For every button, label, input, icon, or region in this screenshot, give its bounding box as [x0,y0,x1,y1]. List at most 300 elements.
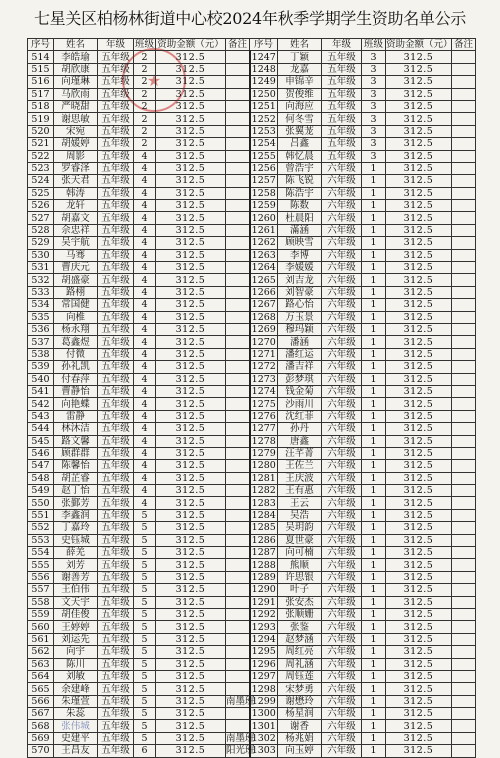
table-row [28,596,476,608]
right-grade-cell: 五年级 [322,88,362,100]
left-note-cell [226,361,250,373]
right-class-cell: 1 [362,274,386,286]
table-row [28,621,476,633]
left-class-cell: 5 [134,522,156,534]
left-note-cell [226,286,250,298]
table-row [28,361,476,373]
right-class-cell: 1 [362,373,386,385]
right-amount-cell: 312.5 [386,732,452,744]
left-note-cell [226,410,250,422]
right-name-cell: 李媛媛 [278,262,322,274]
table-row [28,336,476,348]
left-grade-cell: 五年级 [98,584,134,596]
left-name-cell: 吴宇航 [54,237,98,249]
right-amount-cell: 312.5 [386,361,452,373]
left-grade-cell: 五年级 [98,373,134,385]
left-id-cell: 546 [28,447,54,459]
table-row [28,150,476,162]
right-note-cell [452,150,476,162]
table-row [28,63,476,75]
left-grade-cell: 五年级 [98,720,134,732]
left-amount-cell: 312.5 [156,200,226,212]
right-class-cell: 1 [362,187,386,199]
left-id-cell: 539 [28,361,54,373]
left-note-cell [226,237,250,249]
right-amount-cell: 312.5 [386,373,452,385]
right-note-cell [452,138,476,150]
table-row [28,385,476,397]
right-id-cell: 1298 [250,683,278,695]
right-note-cell [452,621,476,633]
left-amount-cell: 312.5 [156,646,226,658]
table-row [28,447,476,459]
right-amount-cell: 312.5 [386,237,452,249]
left-class-cell: 4 [134,249,156,261]
right-amount-cell: 312.5 [386,509,452,521]
left-name-cell: 马欣雨 [54,88,98,100]
right-grade-cell: 六年级 [322,299,362,311]
left-amount-cell: 312.5 [156,299,226,311]
left-name-cell: 杨永翔 [54,323,98,335]
right-amount-cell: 312.5 [386,385,452,397]
left-note-cell [226,212,250,224]
table-row [28,212,476,224]
right-grade-cell: 六年级 [322,162,362,174]
left-name-cell: 胡芷睿 [54,472,98,484]
right-grade-cell: 六年级 [322,509,362,521]
left-note-cell [226,162,250,174]
left-note-cell [226,88,250,100]
left-amount-cell: 312.5 [156,63,226,75]
left-id-cell: 537 [28,336,54,348]
right-id-cell: 1297 [250,670,278,682]
right-amount-cell: 312.5 [386,299,452,311]
left-amount-cell: 312.5 [156,410,226,422]
left-grade-cell: 五年级 [98,571,134,583]
right-id-cell: 1266 [250,286,278,298]
table-row [28,125,476,137]
right-class-cell: 1 [362,633,386,645]
right-grade-cell: 六年级 [322,262,362,274]
right-amount-cell: 312.5 [386,547,452,559]
left-note-cell: 阳光班 [226,745,255,757]
right-note-cell [452,658,476,670]
left-note-cell [226,200,250,212]
left-note-cell [226,460,250,472]
left-grade-cell: 五年级 [98,311,134,323]
right-amount-cell: 312.5 [386,485,452,497]
table-row [28,670,476,682]
right-name-cell: 李博 [278,249,322,261]
left-note-cell [226,509,250,521]
left-id-cell: 547 [28,460,54,472]
right-id-cell: 1287 [250,547,278,559]
left-class-cell: 4 [134,237,156,249]
left-id-cell: 548 [28,472,54,484]
left-grade-cell: 五年级 [98,732,134,744]
left-class-cell: 4 [134,336,156,348]
left-note-cell [226,522,250,534]
right-grade-cell: 六年级 [322,336,362,348]
right-id-cell: 1295 [250,646,278,658]
left-class-cell: 4 [134,323,156,335]
left-note-cell [226,608,250,620]
right-grade-cell: 六年级 [322,608,362,620]
right-id-cell: 1257 [250,175,278,187]
table-row [28,695,476,707]
left-grade-cell: 五年级 [98,286,134,298]
left-grade-cell: 五年级 [98,708,134,720]
right-amount-cell: 312.5 [386,162,452,174]
left-id-cell: 516 [28,76,54,88]
left-class-cell: 2 [134,51,156,63]
right-id-cell: 1277 [250,423,278,435]
right-note-cell [452,237,476,249]
table-row [28,113,476,125]
left-grade-cell: 五年级 [98,646,134,658]
right-id-cell: 1280 [250,460,278,472]
left-id-cell: 549 [28,485,54,497]
right-name-cell: 王有惠 [278,485,322,497]
left-amount-cell: 312.5 [156,633,226,645]
left-class-cell: 2 [134,138,156,150]
left-name-cell: 谢思敏 [54,113,98,125]
left-grade-cell: 五年级 [98,76,134,88]
left-class-cell: 4 [134,398,156,410]
left-id-cell: 527 [28,212,54,224]
right-name-cell: 贺俊维 [278,88,322,100]
left-grade-cell: 五年级 [98,534,134,546]
right-note-cell [452,509,476,521]
right-name-cell: 韩忆晨 [278,150,322,162]
right-grade-cell: 六年级 [322,323,362,335]
right-class-cell: 1 [362,249,386,261]
right-id-cell: 1299 [250,695,278,707]
left-id-cell: 514 [28,51,54,63]
right-amount-cell: 312.5 [386,336,452,348]
left-note-cell [226,385,250,397]
right-amount-cell: 312.5 [386,323,452,335]
left-name-cell: 路文馨 [54,435,98,447]
right-name-cell: 滿涵 [278,224,322,236]
left-grade-cell: 五年级 [98,608,134,620]
right-amount-cell: 312.5 [386,100,452,112]
header-cell: 姓名 [54,39,98,51]
right-grade-cell: 六年级 [322,187,362,199]
right-note-cell [452,398,476,410]
left-grade-cell: 五年级 [98,212,134,224]
left-amount-cell: 312.5 [156,559,226,571]
left-class-cell: 5 [134,708,156,720]
left-class-cell: 4 [134,299,156,311]
left-name-cell: 史钰城 [54,534,98,546]
right-grade-cell: 五年级 [322,100,362,112]
right-id-cell: 1263 [250,249,278,261]
left-id-cell: 552 [28,522,54,534]
right-grade-cell: 六年级 [322,460,362,472]
right-amount-cell: 312.5 [386,88,452,100]
right-id-cell: 1256 [250,162,278,174]
left-amount-cell: 312.5 [156,125,226,137]
right-name-cell: 向玉婷 [278,745,322,757]
table-row [28,559,476,571]
right-id-cell: 1273 [250,373,278,385]
right-note-cell [452,88,476,100]
right-grade-cell: 六年级 [322,485,362,497]
header-cell: 序号 [28,39,54,51]
right-class-cell: 1 [362,323,386,335]
left-note-cell [226,646,250,658]
left-id-cell: 523 [28,162,54,174]
right-grade-cell: 六年级 [322,373,362,385]
left-class-cell: 4 [134,187,156,199]
table-row [28,51,476,63]
right-name-cell: 熊顺 [278,559,322,571]
left-note-cell [226,596,250,608]
right-note-cell [452,323,476,335]
left-grade-cell: 五年级 [98,695,134,707]
left-note-cell [226,584,250,596]
right-note-cell [452,670,476,682]
right-grade-cell: 六年级 [322,547,362,559]
left-id-cell: 517 [28,88,54,100]
right-class-cell: 3 [362,150,386,162]
table-row [28,200,476,212]
right-name-cell: 龙嘉 [278,63,322,75]
left-grade-cell: 五年级 [98,262,134,274]
table-row [28,633,476,645]
right-class-cell: 1 [362,559,386,571]
right-grade-cell: 六年级 [322,361,362,373]
right-id-cell: 1249 [250,76,278,88]
right-grade-cell: 六年级 [322,708,362,720]
right-note-cell [452,361,476,373]
right-class-cell: 1 [362,720,386,732]
right-class-cell: 1 [362,509,386,521]
right-amount-cell: 312.5 [386,683,452,695]
left-amount-cell: 312.5 [156,212,226,224]
left-class-cell: 5 [134,608,156,620]
right-id-cell: 1274 [250,385,278,397]
right-id-cell: 1301 [250,720,278,732]
table-row [28,262,476,274]
left-note-cell [226,323,250,335]
table-row [28,299,476,311]
right-grade-cell: 六年级 [322,633,362,645]
left-name-cell: 张伟城 [54,720,98,732]
right-grade-cell: 六年级 [322,472,362,484]
left-grade-cell: 五年级 [98,299,134,311]
left-grade-cell: 五年级 [98,274,134,286]
table-row [28,547,476,559]
right-name-cell: 陈飞锐 [278,175,322,187]
right-grade-cell: 六年级 [322,423,362,435]
right-id-cell: 1302 [250,732,278,744]
right-grade-cell: 六年级 [322,175,362,187]
right-class-cell: 1 [362,361,386,373]
left-name-cell: 王婷婷 [54,621,98,633]
right-note-cell [452,596,476,608]
left-grade-cell: 五年级 [98,361,134,373]
right-note-cell [452,299,476,311]
right-name-cell: 沈红菲 [278,410,322,422]
left-grade-cell: 五年级 [98,621,134,633]
left-note-cell [226,472,250,484]
right-note-cell [452,373,476,385]
table-row [28,274,476,286]
table-row [28,187,476,199]
right-note-cell [452,262,476,274]
right-id-cell: 1285 [250,522,278,534]
right-note-cell [452,162,476,174]
left-class-cell: 5 [134,720,156,732]
left-class-cell: 5 [134,683,156,695]
right-name-cell: 陈浩宇 [278,187,322,199]
right-class-cell: 1 [362,534,386,546]
left-grade-cell: 五年级 [98,88,134,100]
right-class-cell: 1 [362,224,386,236]
left-name-cell: 胡嘉文 [54,212,98,224]
left-id-cell: 564 [28,670,54,682]
left-id-cell: 534 [28,299,54,311]
left-amount-cell: 312.5 [156,51,226,63]
table-row [28,472,476,484]
table-row [28,423,476,435]
left-note-cell: 南墨班 [226,695,255,707]
right-name-cell: 唐鑫 [278,435,322,447]
right-id-cell: 1247 [250,51,278,63]
right-id-cell: 1251 [250,100,278,112]
left-grade-cell: 五年级 [98,224,134,236]
right-name-cell: 王庆波 [278,472,322,484]
left-class-cell: 2 [134,125,156,137]
left-grade-cell: 五年级 [98,522,134,534]
right-name-cell: 周红亮 [278,646,322,658]
left-amount-cell: 312.5 [156,150,226,162]
right-class-cell: 1 [362,708,386,720]
left-class-cell: 4 [134,385,156,397]
left-id-cell: 531 [28,262,54,274]
right-class-cell: 1 [362,262,386,274]
left-class-cell: 4 [134,286,156,298]
header-cell: 序号 [250,39,278,51]
right-amount-cell: 312.5 [386,249,452,261]
right-grade-cell: 六年级 [322,621,362,633]
left-note-cell [226,435,250,447]
left-grade-cell: 五年级 [98,162,134,174]
left-grade-cell: 五年级 [98,138,134,150]
left-name-cell: 刘敏 [54,670,98,682]
right-name-cell: 刘智豪 [278,286,322,298]
left-grade-cell: 五年级 [98,509,134,521]
right-grade-cell: 六年级 [322,670,362,682]
left-id-cell: 550 [28,497,54,509]
left-grade-cell: 五年级 [98,100,134,112]
left-note-cell [226,571,250,583]
right-note-cell [452,720,476,732]
right-note-cell [452,472,476,484]
right-note-cell [452,485,476,497]
right-amount-cell: 312.5 [386,584,452,596]
left-id-cell: 560 [28,621,54,633]
left-class-cell: 4 [134,311,156,323]
table-row [28,485,476,497]
right-grade-cell: 五年级 [322,51,362,63]
right-name-cell: 张顺姗 [278,608,322,620]
left-class-cell: 4 [134,361,156,373]
right-note-cell [452,497,476,509]
left-class-cell: 5 [134,559,156,571]
table-row [28,348,476,360]
left-note-cell [226,720,250,732]
left-grade-cell: 五年级 [98,150,134,162]
right-name-cell: 赵梦涵 [278,633,322,645]
right-id-cell: 1283 [250,497,278,509]
right-class-cell: 1 [362,175,386,187]
left-amount-cell: 312.5 [156,435,226,447]
table-row [28,286,476,298]
left-class-cell: 5 [134,584,156,596]
left-name-cell: 李鑫润 [54,509,98,521]
left-grade-cell: 五年级 [98,385,134,397]
table-row [28,249,476,261]
left-id-cell: 544 [28,423,54,435]
right-note-cell [452,423,476,435]
left-amount-cell: 312.5 [156,274,226,286]
right-class-cell: 3 [362,138,386,150]
right-note-cell [452,683,476,695]
left-id-cell: 520 [28,125,54,137]
left-id-cell: 538 [28,348,54,360]
right-id-cell: 1250 [250,88,278,100]
right-grade-cell: 六年级 [322,571,362,583]
left-grade-cell: 五年级 [98,670,134,682]
left-class-cell: 2 [134,100,156,112]
right-note-cell [452,435,476,447]
left-amount-cell: 312.5 [156,76,226,88]
left-class-cell: 4 [134,175,156,187]
header-cell: 资助金额（元） [157,39,224,51]
left-id-cell: 551 [28,509,54,521]
right-id-cell: 1276 [250,410,278,422]
left-note-cell [226,100,250,112]
right-id-cell: 1282 [250,485,278,497]
right-class-cell: 1 [362,732,386,744]
left-grade-cell: 五年级 [98,745,134,757]
table-row [28,373,476,385]
right-class-cell: 1 [362,410,386,422]
left-grade-cell: 五年级 [98,63,134,75]
left-grade-cell: 五年级 [98,423,134,435]
left-name-cell: 龙轩 [54,200,98,212]
right-note-cell [452,63,476,75]
right-amount-cell: 312.5 [386,708,452,720]
right-name-cell: 谢懋玲 [278,695,322,707]
right-amount-cell: 312.5 [386,212,452,224]
right-name-cell: 周礼涵 [278,658,322,670]
left-name-cell: 史建平 [54,732,98,744]
left-note-cell [226,373,250,385]
left-id-cell: 563 [28,658,54,670]
left-id-cell: 556 [28,571,54,583]
left-amount-cell: 312.5 [156,311,226,323]
left-name-cell: 胡欣康 [54,63,98,75]
right-amount-cell: 312.5 [386,410,452,422]
right-class-cell: 1 [362,485,386,497]
left-id-cell: 561 [28,633,54,645]
right-id-cell: 1293 [250,621,278,633]
left-grade-cell: 五年级 [98,398,134,410]
